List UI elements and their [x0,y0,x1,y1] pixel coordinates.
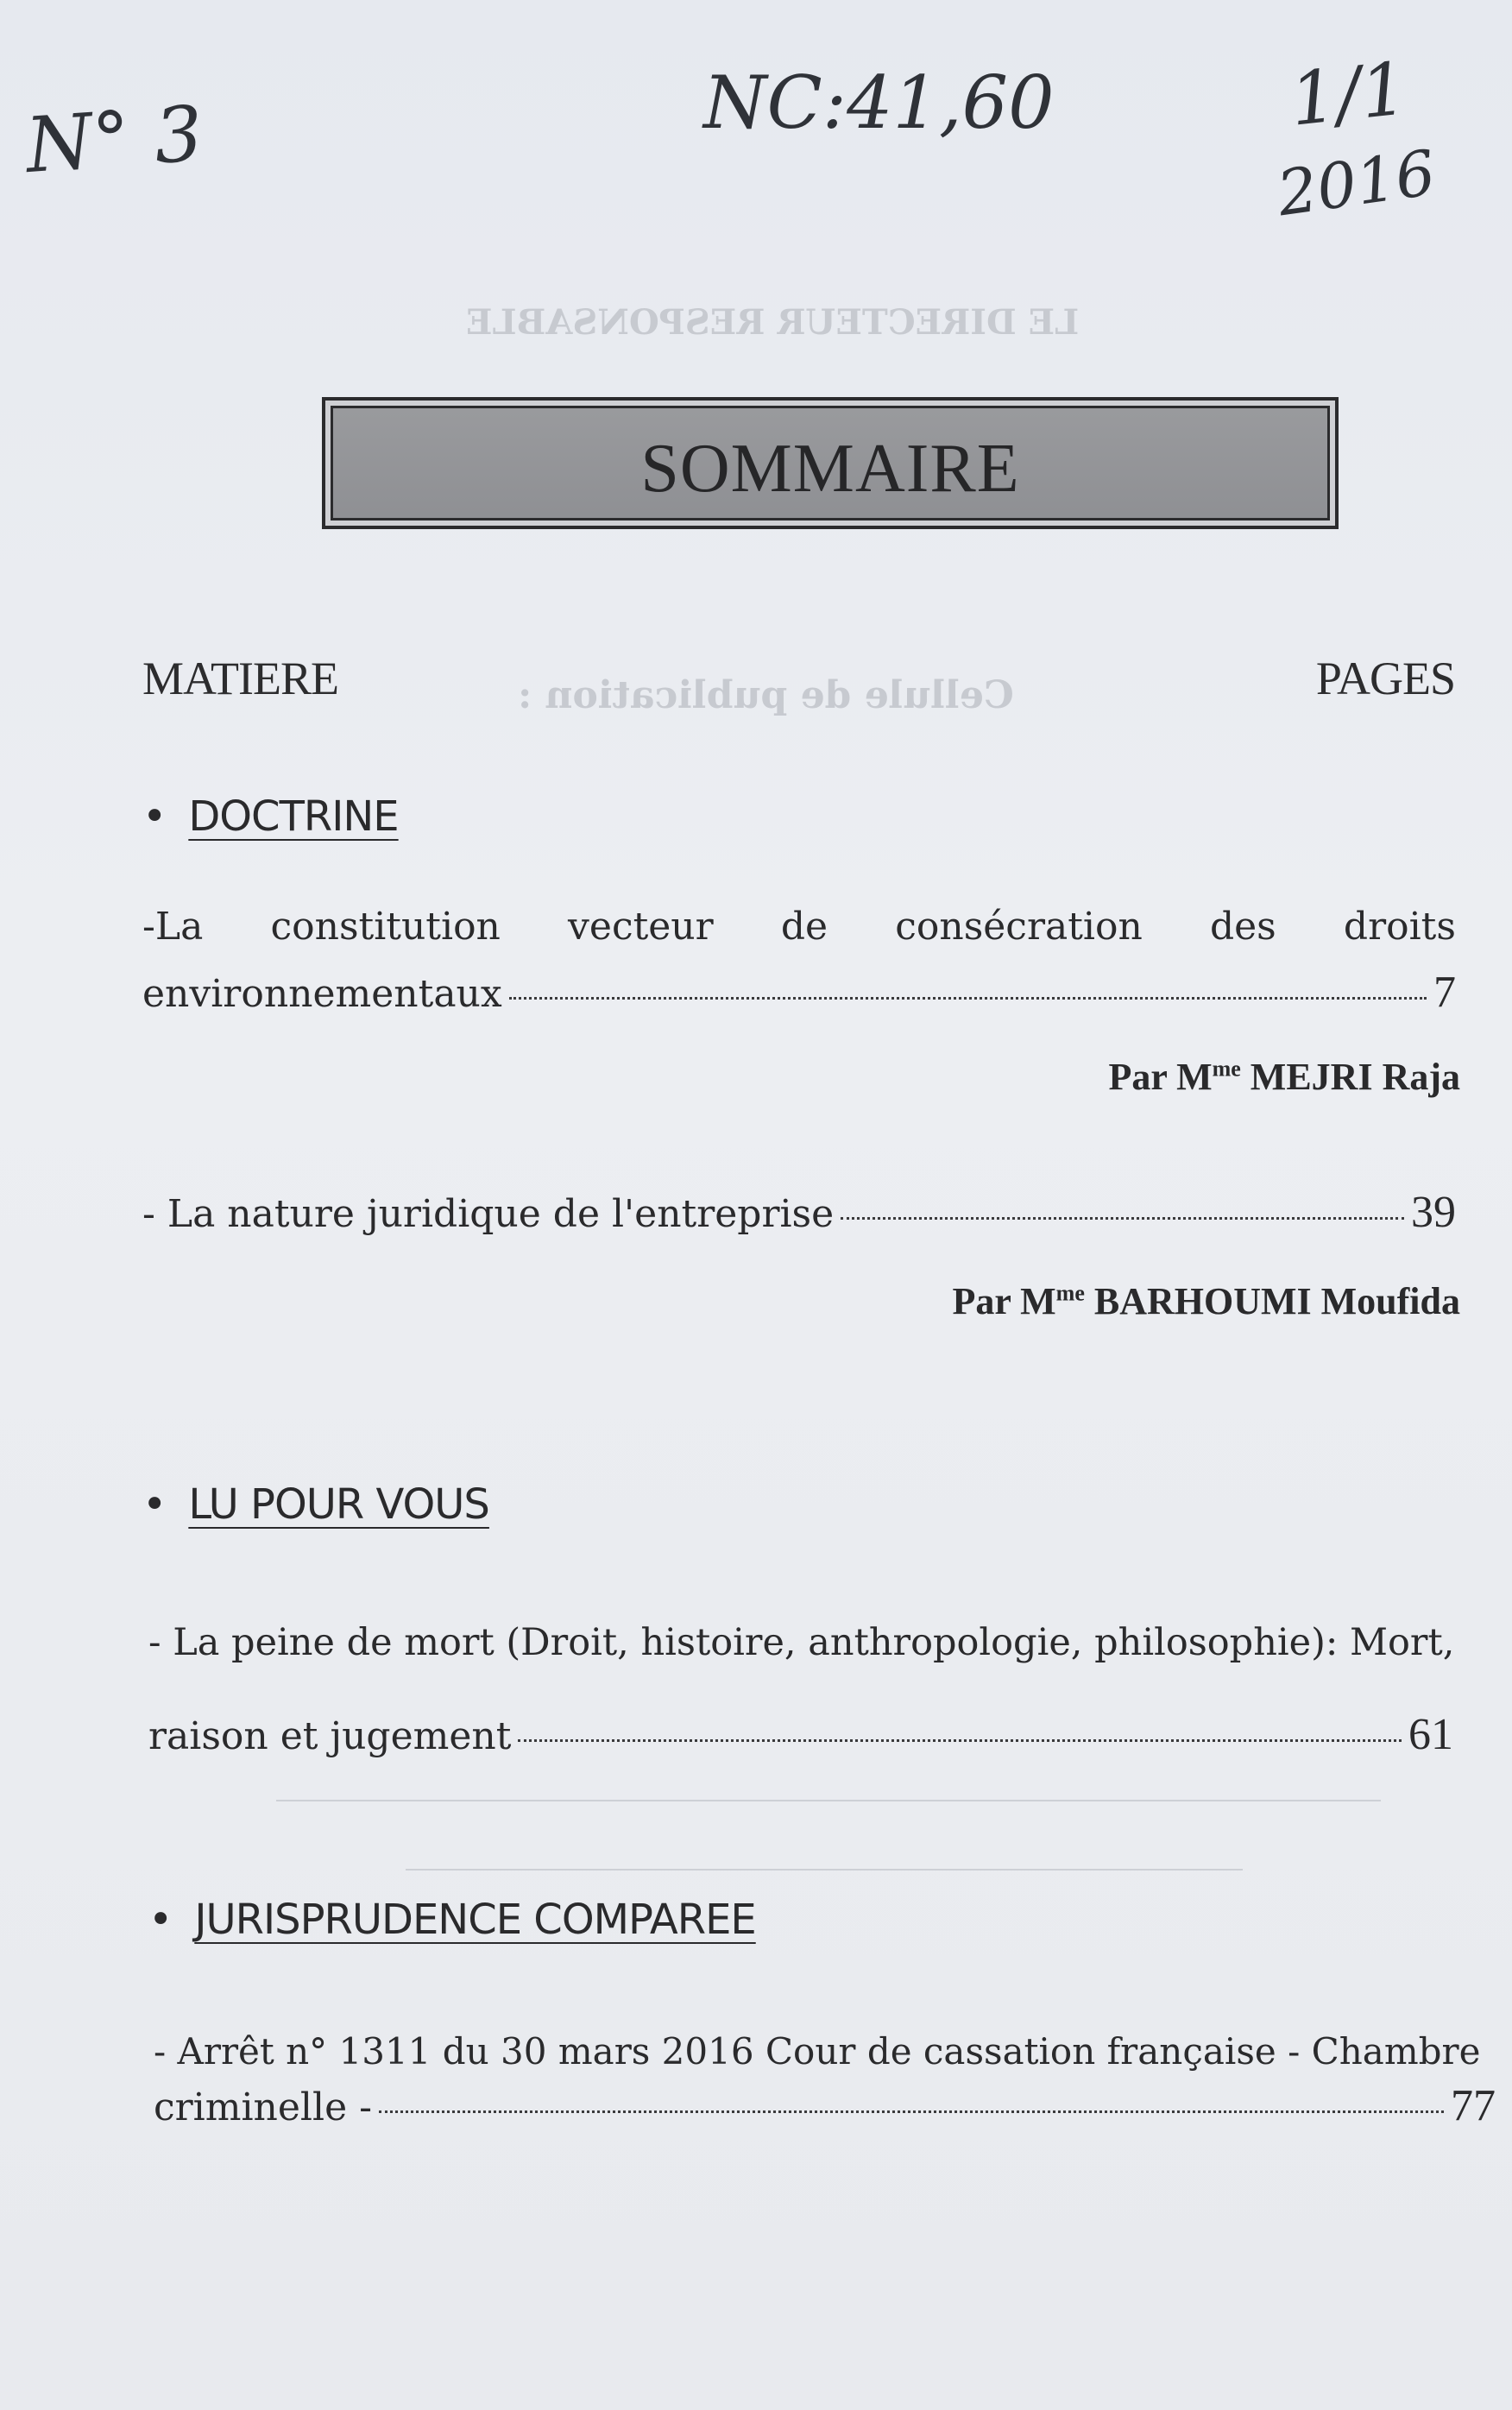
section-heading-jurisprudence-comparee [148,1896,756,1944]
dot-leader [509,997,1427,1000]
toc-word: vecteur [568,905,714,949]
bleed-through-text: LE DIRECTEUR RESPONSABLE [466,302,1080,343]
bleed-through-text: Cellule de publication : [518,673,1014,717]
toc-entry-line [142,905,1456,949]
column-header-pages: PAGES [1315,653,1455,704]
author-prefix: Par M [952,1280,1056,1322]
handwritten-nc-note: NC:41,60 [703,60,1055,145]
dot-leader [841,1217,1404,1220]
toc-entry-leader [142,1187,1456,1238]
column-header-matiere: MATIERE [142,653,338,704]
faint-rule [276,1800,1381,1801]
page-title: SOMMAIRE [640,431,1020,507]
author-name: BARHOUMI Moufida [1093,1280,1460,1322]
toc-entry-text: - La nature juridique de l'entreprise [142,1192,835,1236]
toc-word: consécration [895,905,1143,949]
author-credit [1108,1055,1460,1099]
toc-word: de [780,905,828,949]
toc-word: droits [1343,905,1456,949]
page-number: 39 [1411,1188,1456,1237]
toc-entry-text: - Arrêt n° 1311 du 30 mars 2016 Cour de cassation française - Chambre [154,2030,1481,2072]
section-label: LU POUR VOUS [188,1480,489,1529]
toc-word: constitution [270,905,501,949]
handwritten-issue-number: N° 3 [22,88,206,191]
section-label: DOCTRINE [188,792,399,841]
handwritten-date-line1: 1/1 [1286,46,1411,142]
toc-word: -La [142,905,204,949]
toc-entry-text: - La peine de mort (Droit, histoire, anthropologie, philosophie): Mort, [148,1621,1455,1664]
author-title: me [1212,1056,1241,1082]
author-credit [953,1279,1460,1323]
dot-leader [518,1739,1402,1742]
author-title: me [1055,1280,1085,1306]
section-label: JURISPRUDENCE COMPAREE [194,1896,756,1944]
toc-entry-text: environnementaux [142,972,502,1016]
toc-entry-leader [154,2080,1496,2131]
toc-word: des [1209,905,1276,949]
faint-rule [406,1869,1243,1871]
title-box [322,397,1339,529]
section-bullet: • [142,1480,167,1529]
dot-leader [379,2110,1444,2113]
section-bullet: • [142,792,167,841]
toc-entry-leader [148,1709,1453,1760]
toc-entry-text: raison et jugement [148,1714,512,1758]
author-prefix: Par M [1108,1056,1213,1098]
page-number: 61 [1408,1710,1453,1759]
author-name: MEJRI Raja [1250,1056,1460,1098]
page-number: 77 [1451,2081,1496,2130]
toc-entry-leader [142,967,1456,1018]
section-heading-doctrine [142,792,399,841]
section-heading-lu-pour-vous [142,1480,489,1529]
section-bullet: • [148,1896,173,1944]
toc-entry-text: criminelle - [154,2085,372,2129]
handwritten-date-line2: 2016 [1273,136,1440,230]
page-number: 7 [1433,968,1456,1017]
